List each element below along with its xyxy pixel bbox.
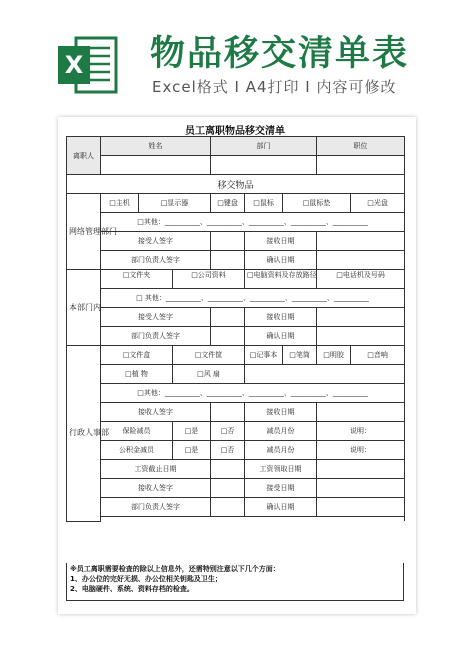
dept-field[interactable] <box>211 156 317 175</box>
salary-end-label: 工资截止日期 <box>101 460 211 479</box>
salary-end-field[interactable] <box>211 460 245 479</box>
admin-spacer <box>101 517 405 522</box>
applicant-label: 离职人 <box>67 137 101 175</box>
salary-collect-field[interactable] <box>317 460 405 479</box>
network-head-row <box>67 251 405 270</box>
admin-item[interactable]: □音响 <box>351 346 405 365</box>
fund-note[interactable]: 说明： <box>317 441 405 460</box>
network-item[interactable]: □键盘 <box>211 194 245 213</box>
admin-receiver2-row <box>67 479 405 498</box>
admin-item[interactable]: □笔筒 <box>283 346 317 365</box>
network-head-label: 部门负责人签字 <box>101 251 211 270</box>
name-field[interactable] <box>101 156 211 175</box>
page-header <box>0 0 474 110</box>
admin-receive-date-label: 接收日期 <box>245 403 317 422</box>
admin-receiver-label: 接收人签字 <box>101 403 211 422</box>
admin-confirm-date-label: 确认日期 <box>245 498 317 517</box>
network-item[interactable]: □鼠标垫 <box>283 194 351 213</box>
dept-receiver-label: 接受人签字 <box>101 308 211 327</box>
network-receive-date-field[interactable] <box>317 232 405 251</box>
insurance-no[interactable]: □否 <box>211 422 245 441</box>
dept-item[interactable]: □电话机及号码 <box>317 270 405 289</box>
col-name: 姓名 <box>101 137 211 156</box>
admin-items-row-2 <box>67 365 405 384</box>
dept-other[interactable]: □ 其他：__________、__________、__________、__________、__________ <box>101 289 405 308</box>
section-title: 移交物品 <box>67 175 405 194</box>
dept-item[interactable]: □文件夹 <box>101 270 173 289</box>
note-line: ※员工离职需要检查的除以上信息外，还需特别注意以下几个方面： <box>70 565 280 573</box>
admin-item[interactable]: □明胶 <box>317 346 351 365</box>
excel-icon <box>56 34 118 96</box>
admin-item[interactable]: □风 扇 <box>173 365 245 384</box>
admin-receiver-row <box>67 403 405 422</box>
admin-confirm-date-field[interactable] <box>317 498 405 517</box>
admin-item[interactable]: □记事本 <box>245 346 283 365</box>
dept-receiver-row <box>67 308 405 327</box>
dept-label: 本部门内 <box>67 270 101 346</box>
network-confirm-date-field[interactable] <box>317 251 405 270</box>
dept-receive-date-field[interactable] <box>317 308 405 327</box>
network-receiver-label: 接受人签字 <box>101 232 211 251</box>
admin-item[interactable]: □文件筐 <box>173 346 245 365</box>
col-dept: 部门 <box>211 137 317 156</box>
admin-head-row <box>67 498 405 517</box>
dept-item[interactable]: □公司资料 <box>173 270 245 289</box>
fund-yes[interactable]: □是 <box>173 441 211 460</box>
col-post: 职位 <box>317 137 405 156</box>
network-other-row <box>67 213 405 232</box>
admin-item[interactable]: □文件盒 <box>101 346 173 365</box>
admin-receiver-field[interactable] <box>211 403 245 422</box>
network-head-field[interactable] <box>211 251 245 270</box>
fund-no[interactable]: □否 <box>211 441 245 460</box>
svg-text:X: X <box>64 51 84 79</box>
admin-receive-date-field[interactable] <box>317 403 405 422</box>
insurance-label: 保险减员 <box>101 422 173 441</box>
form-title: 员工离职物品移交清单 <box>185 126 285 137</box>
insurance-row <box>67 422 405 441</box>
admin-head-label: 部门负责人签字 <box>101 498 211 517</box>
admin-spacer-row <box>67 517 405 522</box>
admin-head-field[interactable] <box>211 498 245 517</box>
dept-other-row <box>67 289 405 308</box>
admin-other[interactable]: □其他：__________、__________、__________、__________、__________ <box>101 384 405 403</box>
dept-confirm-date-label: 确认日期 <box>245 327 317 346</box>
dept-head-label: 部门负责人签字 <box>101 327 211 346</box>
handover-table <box>66 136 405 522</box>
applicant-header-row <box>67 137 405 156</box>
admin-item[interactable]: □植 物 <box>101 365 173 384</box>
note-line: 1、办公位的完好无损、办公位相关钥匙及卫生； <box>70 575 222 583</box>
fund-label: 公积金减员 <box>101 441 173 460</box>
note-line: 2、电脑硬件、系统、资料存档的检查。 <box>70 585 194 593</box>
admin-receive-date2-label: 接受日期 <box>245 479 317 498</box>
dept-items-row <box>67 270 405 289</box>
section-title-row <box>67 175 405 194</box>
dept-receive-date-label: 接收日期 <box>245 308 317 327</box>
insurance-month-label: 减员月份 <box>245 422 317 441</box>
admin-items-row-1 <box>67 346 405 365</box>
network-dept-label: 网络管理部门 <box>67 194 101 270</box>
fund-row <box>67 441 405 460</box>
network-receiver-row <box>67 232 405 251</box>
network-other[interactable]: □其他：__________、__________、__________、__________、__________ <box>101 213 405 232</box>
fund-month-label: 减员月份 <box>245 441 317 460</box>
admin-receiver2-field[interactable] <box>211 479 245 498</box>
network-item[interactable]: □显示器 <box>139 194 211 213</box>
salary-row <box>67 460 405 479</box>
network-confirm-date-label: 确认日期 <box>245 251 317 270</box>
insurance-yes[interactable]: □是 <box>173 422 211 441</box>
insurance-note[interactable]: 说明： <box>317 422 405 441</box>
page-subtitle: Excel格式 I A4打印 I 内容可修改 <box>152 78 397 96</box>
admin-dept-label: 行政人事部 <box>67 346 101 522</box>
admin-receive-date2-field[interactable] <box>317 479 405 498</box>
notes-block <box>66 563 404 601</box>
admin-other-row <box>67 384 405 403</box>
network-item[interactable]: □主机 <box>101 194 139 213</box>
post-field[interactable] <box>317 156 405 175</box>
network-items-row <box>67 194 405 213</box>
network-receiver-field[interactable] <box>211 232 245 251</box>
admin-item-empty <box>245 365 405 384</box>
network-receive-date-label: 接收日期 <box>245 232 317 251</box>
network-item[interactable]: □光盘 <box>351 194 405 213</box>
dept-confirm-date-field[interactable] <box>317 327 405 346</box>
dept-item[interactable]: □电脑资料及存放路径 <box>245 270 317 289</box>
applicant-input-row <box>67 156 405 175</box>
admin-receiver2-label: 接收人签字 <box>101 479 211 498</box>
network-item[interactable]: □鼠标 <box>245 194 283 213</box>
page-title: 物品移交清单表 <box>150 34 410 74</box>
dept-head-row <box>67 327 405 346</box>
dept-head-field[interactable] <box>211 327 245 346</box>
dept-receiver-field[interactable] <box>211 308 245 327</box>
salary-collect-label: 工资领取日期 <box>245 460 317 479</box>
